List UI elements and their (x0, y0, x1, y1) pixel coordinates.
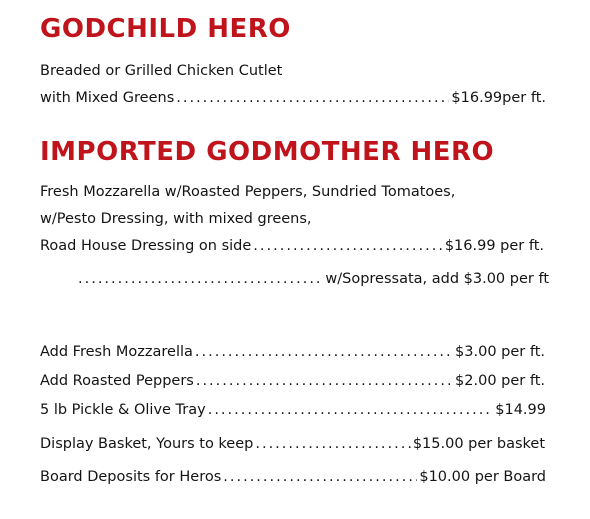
dot-leader (253, 237, 443, 255)
extra-label: Add Roasted Peppers (40, 373, 194, 389)
godmother-price-label: Road House Dressing on side (40, 238, 252, 254)
extra-price: $3.00 per ft. (455, 344, 545, 360)
dot-leader (195, 343, 453, 361)
godchild-price-label: with Mixed Greens (40, 90, 175, 106)
godmother-description-2: w/Pesto Dressing, with mixed greens, (40, 211, 312, 227)
extra-price: $2.00 per ft. (455, 373, 545, 389)
dot-leader (78, 270, 323, 288)
godmother-hero-heading: IMPORTED GODMOTHER HERO (40, 137, 495, 167)
extra-price: $10.00 per Board (419, 469, 546, 485)
extra-row (40, 401, 546, 419)
dot-leader (208, 401, 494, 419)
extra-label: 5 lb Pickle & Olive Tray (40, 402, 206, 418)
extra-price: $14.99 (495, 402, 546, 418)
extra-label: Display Basket, Yours to keep (40, 436, 254, 452)
extra-row (40, 343, 545, 361)
sopressata-addon-row (78, 270, 549, 288)
extra-label: Add Fresh Mozzarella (40, 344, 193, 360)
godchild-price-row (40, 89, 546, 107)
extra-row (40, 372, 545, 390)
dot-leader (223, 468, 417, 486)
extra-row (40, 468, 546, 486)
godchild-hero-heading: GODCHILD HERO (40, 14, 291, 44)
extra-label: Board Deposits for Heros (40, 469, 222, 485)
godmother-price-row (40, 237, 544, 255)
dot-leader (196, 372, 453, 390)
godchild-price: $16.99per ft. (451, 90, 546, 106)
extra-row (40, 435, 545, 453)
dot-leader (176, 89, 449, 107)
godmother-description-1: Fresh Mozzarella w/Roasted Peppers, Sundried Tomatoes, (40, 184, 456, 200)
godmother-price: $16.99 per ft. (444, 238, 544, 254)
extra-price: $15.00 per basket (412, 436, 545, 452)
dot-leader (255, 435, 410, 453)
godchild-description: Breaded or Grilled Chicken Cutlet (40, 63, 283, 79)
sopressata-addon-price: w/Sopressata, add $3.00 per ft (325, 271, 549, 287)
